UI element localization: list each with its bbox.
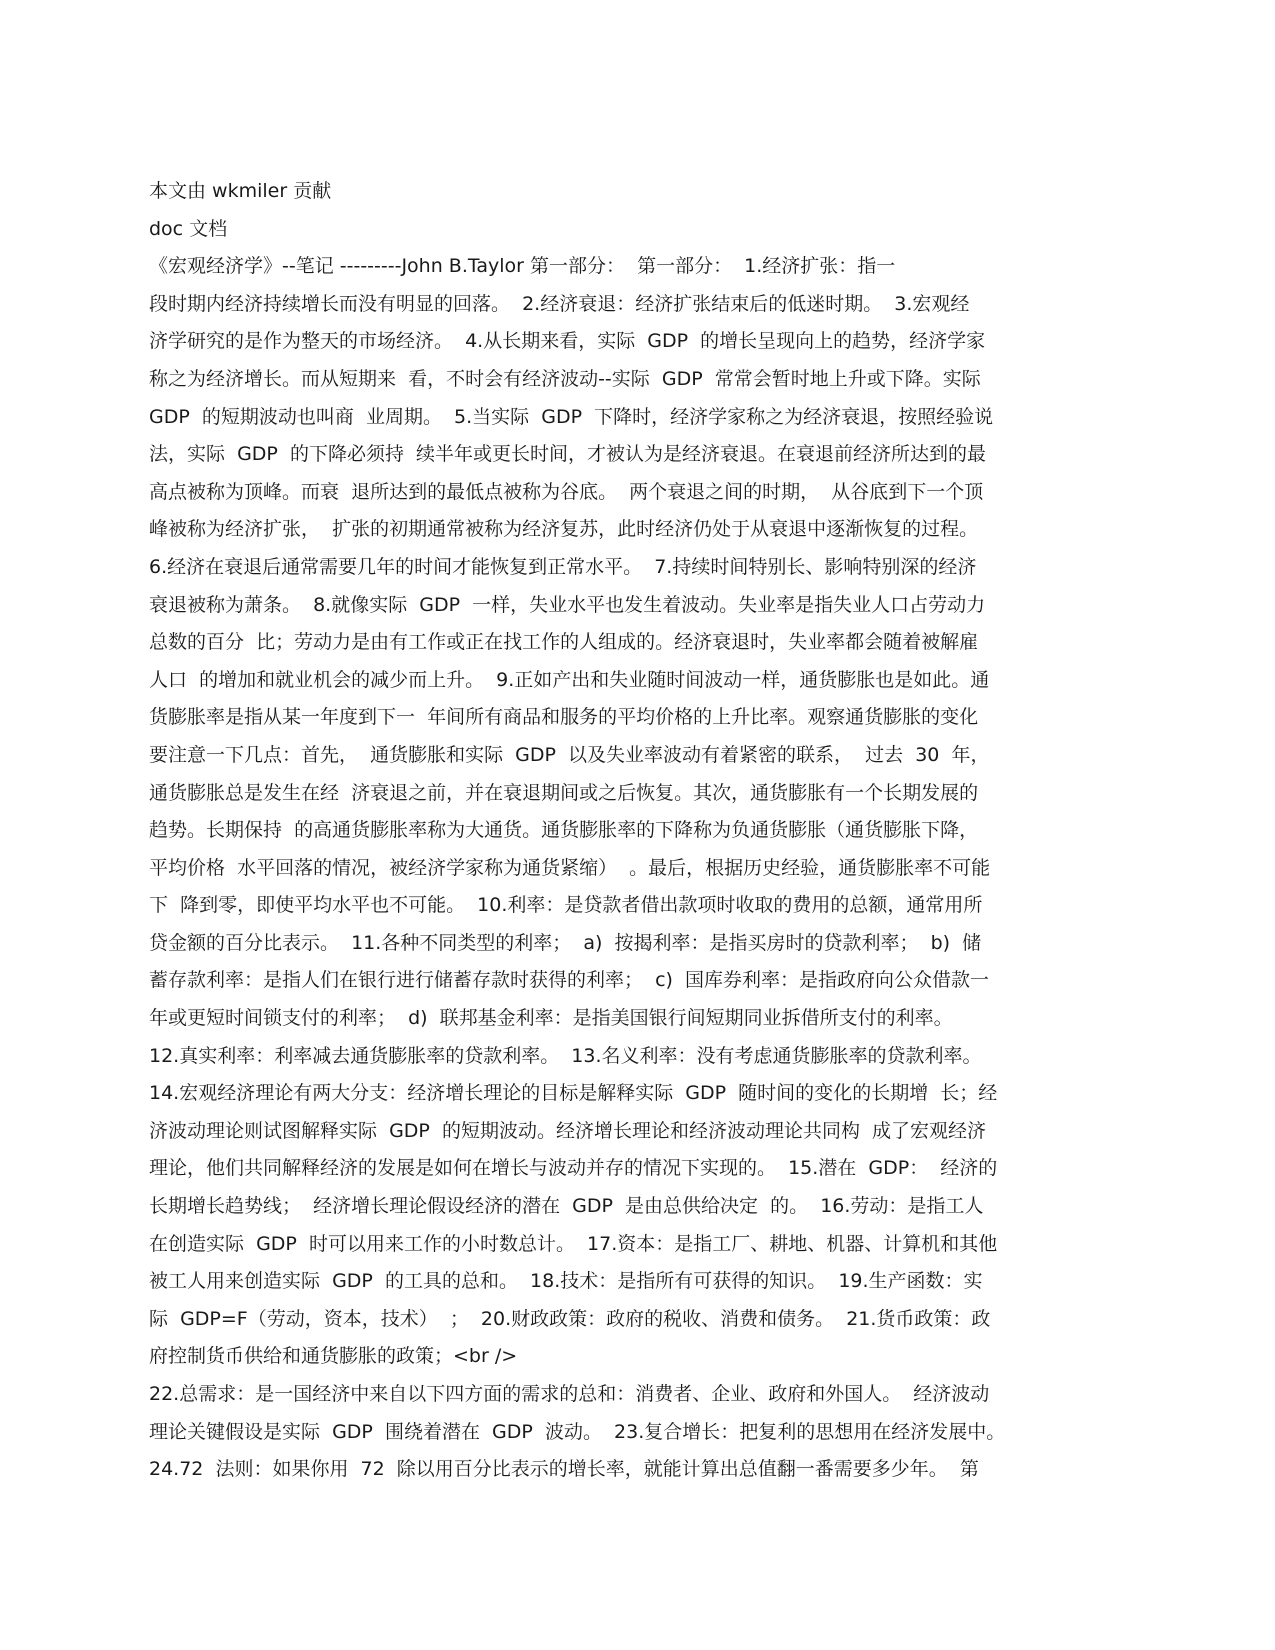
body-line: 称之为经济增长。而从短期来 看，不时会有经济波动--实际 GDP 常常会暂时地上升或下降。实际 xyxy=(149,367,981,390)
body-line: 高点被称为顶峰。而衰 退所达到的最低点被称为谷底。 两个衰退之间的时期， 从谷底到下一个顶 xyxy=(149,480,984,503)
body-line: 济学研究的是作为整天的市场经济。 4.从长期来看，实际 GDP 的增长呈现向上的趋势，经济学家 xyxy=(149,330,986,353)
body-line: 年或更短时间锁支付的利率； d) 联邦基金利率：是指美国银行间短期同业拆借所支付的利率。 xyxy=(149,1007,953,1030)
body-line: 12.真实利率：利率减去通货膨胀率的贷款利率。 13.名义利率：没有考虑通货膨胀率的贷款利率。 xyxy=(149,1044,982,1067)
body-line: 22.总需求：是一国经济中来自以下四方面的需求的总和：消费者、企业、政府和外国人。 经济波动 xyxy=(149,1383,990,1405)
body-line: 衰退被称为萧条。 8.就像实际 GDP 一样，失业水平也发生着波动。失业率是指失业人口占劳动力 xyxy=(149,593,986,616)
body-line: 段时期内经济持续增长而没有明显的回落。 2.经济衰退：经济扩张结束后的低迷时期。 3.宏观经 xyxy=(149,292,970,315)
body-line: 平均价格 水平回落的情况，被经济学家称为通货紧缩） 。最后，根据历史经验，通货膨胀率不可能 xyxy=(149,856,991,879)
document-body xyxy=(149,248,1121,1489)
body-line: 际 GDP=F（劳动，资本，技术） ； 20.财政政策：政府的税收、消费和债务。 21.货币政策：政 xyxy=(149,1307,991,1330)
document-page xyxy=(149,173,1121,1489)
body-line: 24.72 法则：如果你用 72 除以用百分比表示的增长率，就能计算出总值翻一番需要多少年。 第 xyxy=(149,1458,979,1481)
body-line: 济波动理论则试图解释实际 GDP 的短期波动。经济增长理论和经济波动理论共同构 成了宏观经济 xyxy=(149,1119,987,1142)
body-line: 府控制货币供给和通货膨胀的政策；<br /> xyxy=(149,1345,518,1368)
body-line: 理论，他们共同解释经济的发展是如何在增长与波动并存的情况下实现的。 15.潜在 GDP： 经济的 xyxy=(149,1157,998,1180)
body-line: 被工人用来创造实际 GDP 的工具的总和。 18.技术：是指所有可获得的知识。 19.生产函数：实 xyxy=(149,1270,983,1293)
body-line: 14.宏观经济理论有两大分支：经济增长理论的目标是解释实际 GDP 随时间的变化的长期增 长；经 xyxy=(149,1082,998,1105)
body-line: 人口 的增加和就业机会的减少而上升。 9.正如产出和失业随时间波动一样，通货膨胀也是如此。通 xyxy=(149,668,990,691)
body-line: 贷金额的百分比表示。 11.各种不同类型的利率； a) 按揭利率：是指买房时的贷款利率； b) 储 xyxy=(149,931,982,954)
body-line: GDP 的短期波动也叫商 业周期。 5.当实际 GDP 下降时，经济学家称之为经济衰退，按照经验说 xyxy=(149,405,994,428)
body-line: 法，实际 GDP 的下降必须持 续半年或更长时间，才被认为是经济衰退。在衰退前经济所达到的最 xyxy=(149,443,987,466)
body-line: 理论关键假设是实际 GDP 围绕着潜在 GDP 波动。 23.复合增长：把复利的思想用在经济发展中。 xyxy=(149,1420,1006,1443)
body-line: 在创造实际 GDP 时可以用来工作的小时数总计。 17.资本：是指工厂、耕地、机器、计算机和其他 xyxy=(149,1232,998,1255)
body-line: 趋势。长期保持 的高通货膨胀率称为大通货。通货膨胀率的下降称为负通货膨胀（通货膨胀下降， xyxy=(149,819,979,842)
body-line: 通货膨胀总是发生在经 济衰退之前，并在衰退期间或之后恢复。其次，通货膨胀有一个长期发展的 xyxy=(149,781,979,804)
doctype-line: doc 文档 xyxy=(149,217,228,240)
body-line: 蓄存款利率：是指人们在银行进行储蓄存款时获得的利率； c) 国库券利率：是指政府向公众借款一 xyxy=(149,969,990,992)
body-line: 货膨胀率是指从某一年度到下一 年间所有商品和服务的平均价格的上升比率。观察通货膨胀的变化 xyxy=(149,706,979,729)
body-line: 长期增长趋势线； 经济增长理论假设经济的潜在 GDP 是由总供给决定 的。 16.劳动：是指工人 xyxy=(149,1195,984,1218)
body-line: 要注意一下几点：首先， 通货膨胀和实际 GDP 以及失业率波动有着紧密的联系， 过去 30 年， xyxy=(149,743,990,766)
body-line: 总数的百分 比；劳动力是由有工作或正在找工作的人组成的。经济衰退时，失业率都会随着被解雇 xyxy=(149,631,979,654)
body-line: 《宏观经济学》--笔记 ---------John B.Taylor 第一部分： 第一部分： 1.经济扩张：指一 xyxy=(149,255,896,278)
body-line: 6.经济在衰退后通常需要几年的时间才能恢复到正常水平。 7.持续时间特别长、影响特别深的经济 xyxy=(149,555,977,578)
contributor-line: 本文由 wkmiler 贡献 xyxy=(149,180,332,202)
body-line: 峰被称为经济扩张， 扩张的初期通常被称为经济复苏，此时经济仍处于从衰退中逐渐恢复的过程。 xyxy=(149,518,979,541)
body-line: 下 降到零，即使平均水平也不可能。 10.利率：是贷款者借出款项时收取的费用的总额，通常用所 xyxy=(149,894,983,917)
